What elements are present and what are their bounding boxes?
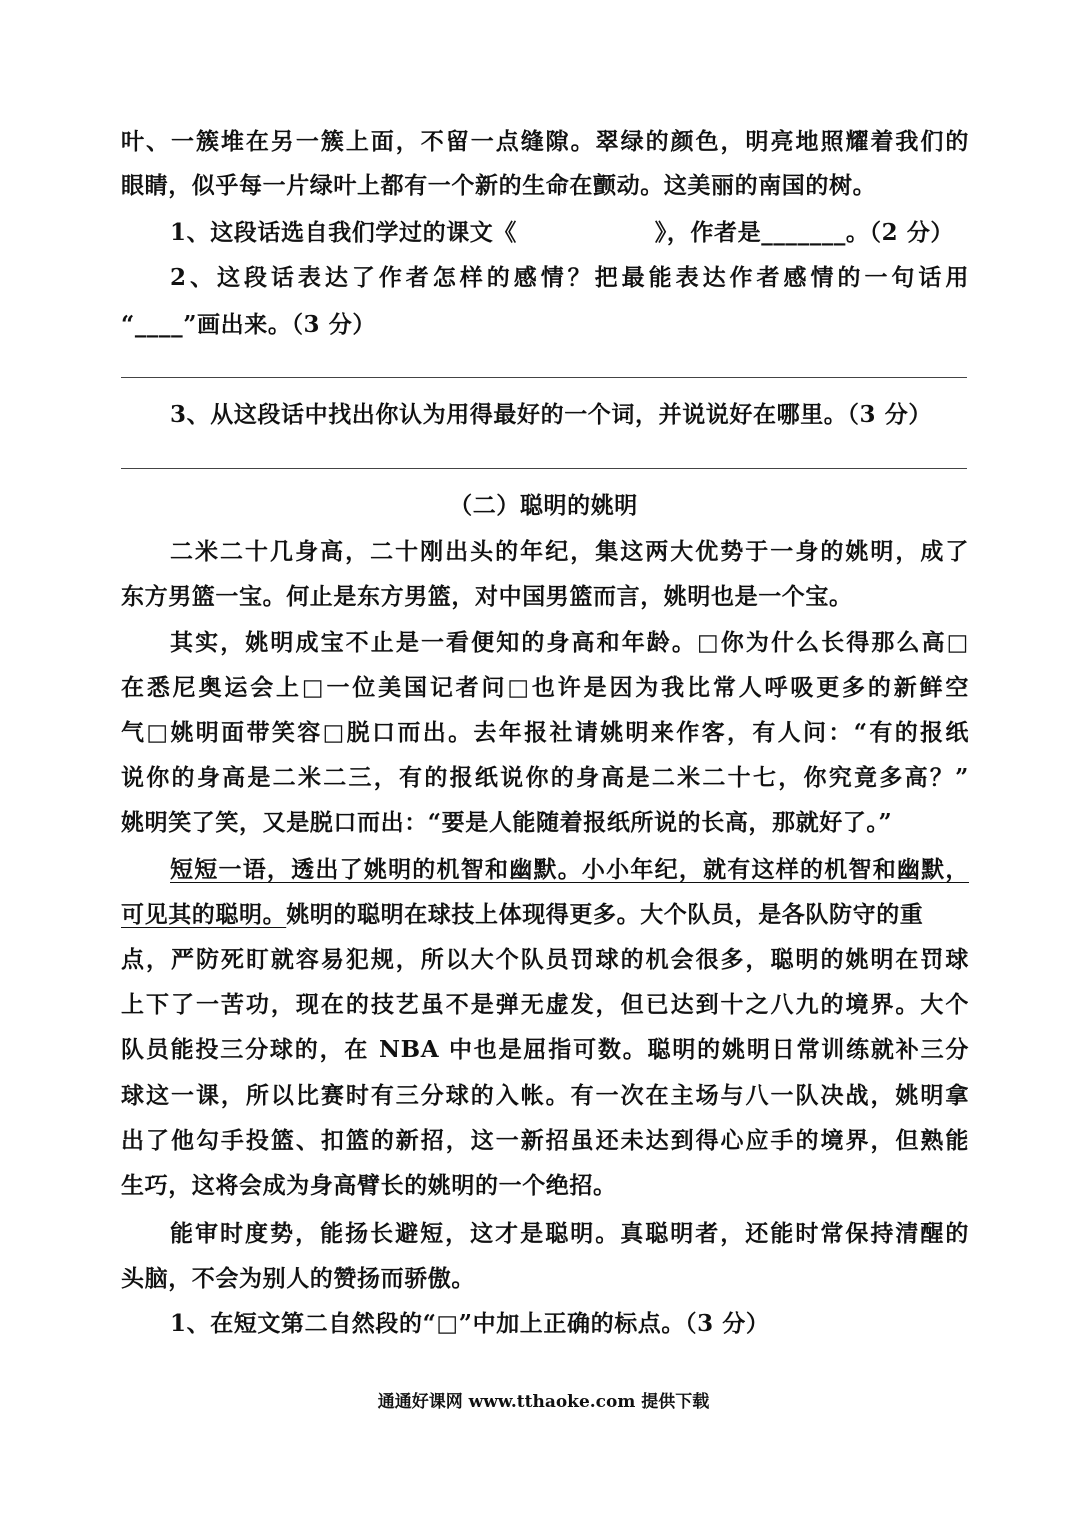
underlined-sentence-2: 可见其的聪明。 xyxy=(121,901,287,928)
passage2-title: （二）聪明的姚明 xyxy=(449,492,638,519)
passage2-p3-line4: 上下了一苦功，现在的技艺虽不是弹无虚发，但已达到十之八九的境界。大个 xyxy=(121,991,969,1018)
page-footer: 通通好课网 www.tthaoke.com 提供下载 xyxy=(377,1392,710,1412)
underlined-sentence-1: 短短一语，透出了姚明的机智和幽默。小小年纪，就有这样的机智和幽默， xyxy=(170,856,969,883)
passage2-p2-line1: 其实，姚明成宝不止是一看便知的身高和年龄。□你为什么长得那么高□ xyxy=(170,629,969,656)
passage2-p2-line2: 在悉尼奥运会上□一位美国记者问□也许是因为我比常人呼吸更多的新鲜空 xyxy=(121,674,969,701)
passage2-p3-line1 xyxy=(170,855,969,885)
passage2-p3-line8: 生巧，这将会成为身高臂长的姚明的一个绝招。 xyxy=(121,1172,617,1199)
passage2-p3-line2-rest: 姚明的聪明在球技上体现得更多。大个队员，是各队防守的重 xyxy=(286,901,924,928)
question1-2-line1: 2、这段话表达了作者怎样的感情？把最能表达作者感情的一句话用 xyxy=(170,264,969,291)
question1-3: 3、从这段话中找出你认为用得最好的一个词，并说说好在哪里。（3 分） xyxy=(170,401,932,428)
question1-2-line2: “____”画出来。（3 分） xyxy=(121,311,376,338)
question1-1: 1、这段话选自我们学过的课文《 》，作者是_______。（2 分） xyxy=(170,219,955,246)
passage2-p1-line2: 东方男篮一宝。何止是东方男篮，对中国男篮而言，姚明也是一个宝。 xyxy=(121,583,853,610)
answer-line-2 xyxy=(121,468,967,469)
passage2-p3-line7: 出了他勾手投篮、扣篮的新招，这一新招虽还未达到得心应手的境界，但熟能 xyxy=(121,1127,969,1154)
answer-line-1 xyxy=(121,377,967,378)
passage2-question-1: 1、在短文第二自然段的“□”中加上正确的标点。（3 分） xyxy=(170,1310,770,1337)
passage1-line-1: 叶、一簇堆在另一簇上面，不留一点缝隙。翠绿的颜色，明亮地照耀着我们的 xyxy=(121,128,969,155)
passage2-p4-line1: 能审时度势，能扬长避短，这才是聪明。真聪明者，还能时常保持清醒的 xyxy=(170,1220,969,1247)
passage2-p1-line1: 二米二十几身高，二十刚出头的年纪，集这两大优势于一身的姚明，成了 xyxy=(170,538,969,565)
passage2-p3-line3: 点，严防死盯就容易犯规，所以大个队员罚球的机会很多，聪明的姚明在罚球 xyxy=(121,946,969,973)
passage1-line-2: 眼睛，似乎每一片绿叶上都有一个新的生命在颤动。这美丽的南国的树。 xyxy=(121,172,877,199)
passage2-p3-line2 xyxy=(121,900,969,930)
passage2-p4-line2: 头脑，不会为别人的赞扬而骄傲。 xyxy=(121,1265,475,1292)
passage2-p2-line5: 姚明笑了笑，又是脱口而出：“要是人能随着报纸所说的长高，那就好了。” xyxy=(121,809,893,836)
passage2-p3-line6: 球这一课，所以比赛时有三分球的入帐。有一次在主场与八一队决战，姚明拿 xyxy=(121,1082,969,1109)
passage2-p2-line4: 说你的身高是二米二三，有的报纸说你的身高是二米二十七，你究竟多高？” xyxy=(121,764,969,791)
passage2-p3-line5: 队员能投三分球的，在 NBA 中也是屈指可数。聪明的姚明日常训练就补三分 xyxy=(121,1036,969,1063)
passage2-p2-line3: 气□姚明面带笑容□脱口而出。去年报社请姚明来作客，有人问：“有的报纸 xyxy=(121,719,969,746)
